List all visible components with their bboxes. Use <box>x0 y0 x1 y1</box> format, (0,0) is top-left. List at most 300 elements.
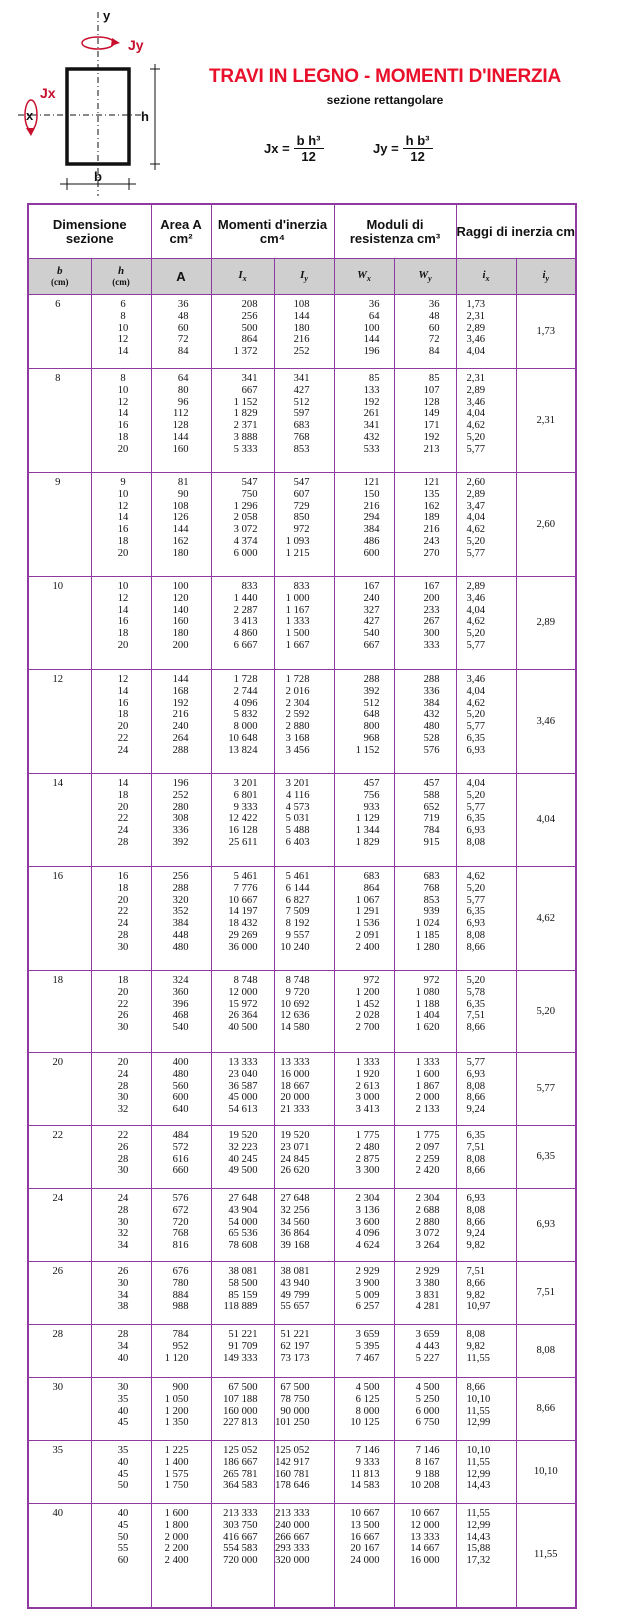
value-a: 1 120 <box>164 1352 189 1364</box>
value-iy: 293 333 <box>275 1543 310 1555</box>
value-b: 18 <box>52 975 64 986</box>
value-wx: 3 413 <box>355 1104 380 1116</box>
subheader-a: A <box>151 259 211 295</box>
value-h: 26 <box>117 1266 129 1277</box>
value-ix: 9,82 <box>466 1240 486 1252</box>
value-a: 36 <box>177 299 189 310</box>
value-iy: 73 173 <box>280 1352 310 1364</box>
table-row <box>28 1441 576 1504</box>
value-ix: 8,08 <box>466 1153 486 1165</box>
value-h: 34 <box>117 1340 129 1352</box>
value-iy: 8 748 <box>285 975 310 986</box>
cell-h <box>91 867 151 971</box>
value-ix: 4 096 <box>233 697 258 709</box>
value-wx: 7 467 <box>355 1352 380 1364</box>
value-ix: 6,35 <box>466 813 486 825</box>
value-ix: 10 667 <box>228 894 258 906</box>
value-h: 50 <box>117 1531 129 1543</box>
cell-ix <box>456 774 516 867</box>
value-ix: 38 081 <box>228 1266 258 1277</box>
value-wx: 14 583 <box>350 1480 380 1492</box>
value-h: 14 <box>117 512 129 524</box>
cell-a <box>151 1262 211 1325</box>
value-ix: 341 <box>241 373 258 384</box>
value-h: 24 <box>117 1068 129 1080</box>
value-a: 572 <box>172 1141 189 1153</box>
value-iy: 23 071 <box>280 1141 310 1153</box>
value-iy: 320 000 <box>275 1555 310 1567</box>
formula-jy <box>373 133 433 164</box>
value-wx: 294 <box>363 512 380 524</box>
value-ix: 11,55 <box>466 1352 490 1364</box>
value-wx: 427 <box>363 616 380 628</box>
cell-iy-radius <box>516 867 576 971</box>
cell-ix <box>456 295 516 369</box>
value-ix: 1,73 <box>466 299 486 310</box>
cell-ix <box>211 1262 274 1325</box>
header-moduli: Moduli di resistenza cm³ <box>334 204 456 259</box>
value-h: 60 <box>117 1555 129 1567</box>
value-ix: 303 750 <box>223 1519 258 1531</box>
cell-b <box>28 1053 91 1126</box>
value-h: 14 <box>117 408 129 420</box>
value-iy-radius: 4,62 <box>536 912 556 924</box>
cell-wy <box>394 295 456 369</box>
value-wy: 3 380 <box>415 1277 440 1289</box>
value-wy: 1 280 <box>415 941 440 953</box>
value-ix: 2,89 <box>466 581 486 592</box>
subheader-b: b (cm) <box>28 259 91 295</box>
value-wx: 2 091 <box>355 929 380 941</box>
value-ix: 12,99 <box>466 1468 491 1480</box>
value-iy: 216 <box>293 334 310 346</box>
value-wx: 2 875 <box>355 1153 380 1165</box>
value-a: 264 <box>172 732 189 744</box>
value-ix: 1 829 <box>233 408 258 420</box>
value-ix: 67 500 <box>228 1382 258 1393</box>
value-wx: 3 600 <box>355 1216 380 1228</box>
value-a: 384 <box>172 918 189 930</box>
value-iy-radius: 1,73 <box>536 325 556 337</box>
value-h: 38 <box>117 1301 129 1313</box>
value-iy-radius: 8,66 <box>536 1403 556 1415</box>
cell-b <box>28 577 91 670</box>
value-wy: 939 <box>423 906 440 918</box>
cell-h <box>91 1262 151 1325</box>
subheader-iy-moment: $I_y$ <box>274 259 334 295</box>
value-b: 14 <box>52 778 64 789</box>
value-ix: 12 000 <box>228 986 258 998</box>
cell-wx <box>334 473 394 577</box>
value-a: 1 600 <box>164 1508 189 1519</box>
value-wx: 800 <box>363 721 380 733</box>
value-ix: 27 648 <box>228 1193 258 1204</box>
value-iy: 427 <box>293 384 310 396</box>
value-iy: 78 750 <box>280 1393 310 1405</box>
value-h: 14 <box>117 778 129 789</box>
value-wx: 667 <box>363 639 380 651</box>
value-wy: 3 831 <box>415 1289 440 1301</box>
value-wx: 5 009 <box>355 1289 380 1301</box>
value-wy: 1 333 <box>415 1057 440 1068</box>
value-iy: 13 333 <box>280 1057 310 1068</box>
value-ix: 29 269 <box>228 929 258 941</box>
value-h: 45 <box>117 1417 129 1429</box>
value-ix: 43 904 <box>228 1204 258 1216</box>
value-ix: 10 648 <box>228 732 258 744</box>
value-ix: 16 128 <box>228 825 258 837</box>
value-wx: 100 <box>363 322 380 334</box>
cell-a <box>151 1325 211 1378</box>
value-ix: 9,82 <box>466 1289 486 1301</box>
value-wy: 768 <box>423 882 440 894</box>
value-wx: 261 <box>363 408 380 420</box>
value-wx: 5 395 <box>355 1340 380 1352</box>
value-ix: 547 <box>241 477 258 488</box>
value-iy: 16 000 <box>280 1068 310 1080</box>
value-wy: 432 <box>423 709 440 721</box>
value-ix: 3 072 <box>233 524 258 536</box>
value-ix: 265 781 <box>223 1468 258 1480</box>
value-ix: 1 372 <box>233 346 258 358</box>
cell-iy <box>274 1441 334 1504</box>
value-a: 180 <box>172 547 189 559</box>
value-ix: 667 <box>241 384 258 396</box>
value-ix: 4,04 <box>466 604 486 616</box>
value-a: 84 <box>177 346 189 358</box>
cell-b <box>28 1262 91 1325</box>
value-ix: 720 000 <box>223 1555 258 1567</box>
value-h: 14 <box>117 604 129 616</box>
value-iy: 266 667 <box>275 1531 310 1543</box>
value-wy: 336 <box>423 685 440 697</box>
cell-iy-radius <box>516 670 576 774</box>
value-h: 28 <box>117 1329 129 1340</box>
page-header <box>0 0 627 200</box>
value-ix: 4,04 <box>466 346 486 358</box>
value-wy: 480 <box>423 721 440 733</box>
value-wy: 16 000 <box>410 1555 440 1567</box>
value-h: 8 <box>120 373 126 384</box>
value-a: 448 <box>172 929 189 941</box>
value-wy: 213 <box>423 443 440 455</box>
value-wy: 1 775 <box>415 1130 440 1141</box>
table-body <box>28 295 576 1608</box>
cell-b <box>28 1441 91 1504</box>
value-wy: 2 133 <box>415 1104 440 1116</box>
cell-wy <box>394 1504 456 1608</box>
value-a: 196 <box>172 778 189 789</box>
value-iy: 547 <box>293 477 310 488</box>
value-ix: 7 776 <box>233 882 258 894</box>
cell-ix <box>211 971 274 1053</box>
cell-wx <box>334 1126 394 1189</box>
table-row <box>28 369 576 473</box>
value-a: 160 <box>172 443 189 455</box>
value-h: 28 <box>117 836 129 848</box>
value-wx: 10 667 <box>350 1508 380 1519</box>
value-a: 540 <box>172 1022 189 1034</box>
value-wy: 288 <box>423 674 440 685</box>
value-wy: 1 188 <box>415 998 440 1010</box>
value-a: 288 <box>172 882 189 894</box>
value-h: 20 <box>117 547 129 559</box>
value-h: 20 <box>117 443 129 455</box>
value-ix: 12 422 <box>228 813 258 825</box>
value-ix: 256 <box>241 310 258 322</box>
value-iy: 5 488 <box>285 825 310 837</box>
value-wx: 1 344 <box>355 825 380 837</box>
value-wy: 85 <box>428 373 440 384</box>
cell-iy-radius <box>516 971 576 1053</box>
cell-ix <box>456 670 516 774</box>
value-iy: 850 <box>293 512 310 524</box>
header-area: Area A cm² <box>151 204 211 259</box>
value-a: 96 <box>177 396 189 408</box>
cell-iy-radius <box>516 1262 576 1325</box>
value-wx: 167 <box>363 581 380 592</box>
value-iy: 43 940 <box>280 1277 310 1289</box>
value-wx: 11 813 <box>350 1468 380 1480</box>
value-a: 952 <box>172 1340 189 1352</box>
value-h: 8 <box>120 310 126 322</box>
cell-wy <box>394 774 456 867</box>
value-wy: 72 <box>428 334 440 346</box>
value-wx: 1 067 <box>355 894 380 906</box>
value-wx: 6 125 <box>355 1393 380 1405</box>
value-a: 1 575 <box>164 1468 189 1480</box>
value-wy: 1 080 <box>415 986 440 998</box>
label-b: b <box>94 169 102 184</box>
subheader-iy-radius: $i_y$ <box>516 259 576 295</box>
value-wy: 2 304 <box>415 1193 440 1204</box>
value-ix: 7,51 <box>466 1010 486 1022</box>
value-iy: 1 667 <box>285 639 310 651</box>
cell-wx <box>334 295 394 369</box>
value-wx: 683 <box>363 871 380 882</box>
value-wy: 2 880 <box>415 1216 440 1228</box>
value-ix: 6 000 <box>233 547 258 559</box>
value-a: 60 <box>177 322 189 334</box>
value-iy-radius: 5,77 <box>536 1083 556 1095</box>
cell-wy <box>394 1325 456 1378</box>
value-iy: 683 <box>293 420 310 432</box>
value-iy-radius: 10,10 <box>533 1466 558 1478</box>
value-iy: 62 197 <box>280 1340 310 1352</box>
value-wy: 243 <box>423 535 440 547</box>
value-wx: 2 304 <box>355 1193 380 1204</box>
value-a: 484 <box>172 1130 189 1141</box>
value-iy: 6 403 <box>285 836 310 848</box>
value-a: 168 <box>172 685 189 697</box>
value-h: 26 <box>117 1141 129 1153</box>
value-wy: 7 146 <box>415 1445 440 1456</box>
value-h: 18 <box>117 709 129 721</box>
value-a: 2 400 <box>164 1555 189 1567</box>
cell-wx <box>334 774 394 867</box>
value-a: 256 <box>172 871 189 882</box>
value-a: 676 <box>172 1266 189 1277</box>
value-h: 30 <box>117 1022 129 1034</box>
value-ix: 6 667 <box>233 639 258 651</box>
value-ix: 11,55 <box>466 1405 490 1417</box>
value-wx: 392 <box>363 685 380 697</box>
value-h: 35 <box>117 1393 129 1405</box>
value-h: 12 <box>117 674 129 685</box>
value-wy: 149 <box>423 408 440 420</box>
page-title: TRAVI IN LEGNO - MOMENTI D'INERZIA <box>208 66 562 87</box>
value-wy: 4 443 <box>415 1340 440 1352</box>
value-ix: 14,43 <box>466 1480 491 1492</box>
value-h: 22 <box>117 732 129 744</box>
value-ix: 4,04 <box>466 408 486 420</box>
table-row <box>28 473 576 577</box>
value-ix: 2,89 <box>466 322 486 334</box>
value-wx: 3 300 <box>355 1165 380 1177</box>
value-ix: 36 000 <box>228 941 258 953</box>
value-ix: 500 <box>241 322 258 334</box>
value-h: 18 <box>117 789 129 801</box>
value-iy: 178 646 <box>275 1480 310 1492</box>
cell-iy <box>274 1262 334 1325</box>
cell-wx <box>334 1189 394 1262</box>
value-a: 162 <box>172 535 189 547</box>
value-wx: 600 <box>363 547 380 559</box>
value-ix: 5,77 <box>466 639 486 651</box>
cell-wx <box>334 1325 394 1378</box>
cell-h <box>91 295 151 369</box>
value-iy-radius: 11,55 <box>534 1549 558 1561</box>
value-ix: 7,51 <box>466 1266 486 1277</box>
cell-wy <box>394 1262 456 1325</box>
value-ix: 3,47 <box>466 500 486 512</box>
cell-a <box>151 1126 211 1189</box>
value-a: 1 225 <box>164 1445 189 1456</box>
value-h: 18 <box>117 431 129 443</box>
value-a: 1 200 <box>164 1405 189 1417</box>
value-a: 72 <box>177 334 189 346</box>
value-wx: 1 536 <box>355 918 380 930</box>
value-wy: 121 <box>423 477 440 488</box>
value-a: 2 000 <box>164 1531 189 1543</box>
value-a: 240 <box>172 721 189 733</box>
value-iy: 21 333 <box>280 1104 310 1116</box>
value-wx: 540 <box>363 628 380 640</box>
cell-b <box>28 670 91 774</box>
cell-iy-radius <box>516 1325 576 1378</box>
value-iy: 1 000 <box>285 592 310 604</box>
cell-a <box>151 369 211 473</box>
value-wy: 3 072 <box>415 1228 440 1240</box>
value-a: 252 <box>172 789 189 801</box>
value-ix: 8 000 <box>233 721 258 733</box>
value-h: 28 <box>117 1204 129 1216</box>
cell-h <box>91 369 151 473</box>
value-iy: 67 500 <box>280 1382 310 1393</box>
value-wx: 756 <box>363 789 380 801</box>
value-wx: 133 <box>363 384 380 396</box>
value-iy-radius: 2,89 <box>536 617 556 629</box>
value-b: 9 <box>55 477 61 488</box>
value-ix: 8,08 <box>466 1204 486 1216</box>
cell-iy-radius <box>516 369 576 473</box>
value-ix: 6,93 <box>466 1193 486 1204</box>
cell-ix <box>211 1053 274 1126</box>
value-iy: 1 333 <box>285 616 310 628</box>
value-ix: 3 413 <box>233 616 258 628</box>
value-a: 392 <box>172 836 189 848</box>
table-row <box>28 577 576 670</box>
cell-b <box>28 1189 91 1262</box>
value-wy: 972 <box>423 975 440 986</box>
value-wy: 5 227 <box>415 1352 440 1364</box>
cell-wy <box>394 1378 456 1441</box>
value-ix: 11,55 <box>466 1456 490 1468</box>
value-wy: 652 <box>423 801 440 813</box>
value-iy: 39 168 <box>280 1240 310 1252</box>
value-wy: 3 264 <box>415 1240 440 1252</box>
value-ix: 10,97 <box>466 1301 491 1313</box>
value-iy-radius: 2,60 <box>536 518 556 530</box>
value-iy: 3 456 <box>285 744 310 756</box>
value-h: 16 <box>117 616 129 628</box>
value-ix: 13 824 <box>228 744 258 756</box>
value-wx: 36 <box>368 299 380 310</box>
value-wx: 533 <box>363 443 380 455</box>
table-row <box>28 774 576 867</box>
value-a: 80 <box>177 384 189 396</box>
value-ix: 4,62 <box>466 697 486 709</box>
value-wy: 171 <box>423 420 440 432</box>
cell-iy <box>274 1378 334 1441</box>
value-ix: 7,51 <box>466 1141 486 1153</box>
value-a: 144 <box>172 524 189 536</box>
value-ix: 91 709 <box>228 1340 258 1352</box>
value-iy: 36 864 <box>280 1228 310 1240</box>
value-wy: 2 688 <box>415 1204 440 1216</box>
value-h: 18 <box>117 882 129 894</box>
value-a: 576 <box>172 1193 189 1204</box>
value-a: 320 <box>172 894 189 906</box>
cell-ix <box>456 1126 516 1189</box>
value-ix: 118 889 <box>223 1301 258 1313</box>
value-h: 10 <box>117 322 129 334</box>
cell-wy <box>394 971 456 1053</box>
value-ix: 8,08 <box>466 836 486 848</box>
cell-ix <box>211 867 274 971</box>
formula-jy-numerator: h b³ <box>403 133 433 149</box>
value-iy: 160 781 <box>275 1468 310 1480</box>
value-ix: 4,04 <box>466 778 486 789</box>
value-wy: 8 167 <box>415 1456 440 1468</box>
value-b: 12 <box>52 674 64 685</box>
value-iy: 768 <box>293 431 310 443</box>
value-h: 40 <box>117 1456 129 1468</box>
value-wy: 2 097 <box>415 1141 440 1153</box>
value-ix: 6,35 <box>466 732 486 744</box>
cell-ix <box>456 971 516 1053</box>
value-h: 40 <box>117 1508 129 1519</box>
value-wx: 648 <box>363 709 380 721</box>
value-ix: 8,08 <box>466 929 486 941</box>
value-iy: 14 580 <box>280 1022 310 1034</box>
value-wy: 270 <box>423 547 440 559</box>
value-b: 28 <box>52 1329 64 1340</box>
value-a: 200 <box>172 639 189 651</box>
value-ix: 5,77 <box>466 801 486 813</box>
value-ix: 2,31 <box>466 310 486 322</box>
value-ix: 8,66 <box>466 1277 486 1289</box>
